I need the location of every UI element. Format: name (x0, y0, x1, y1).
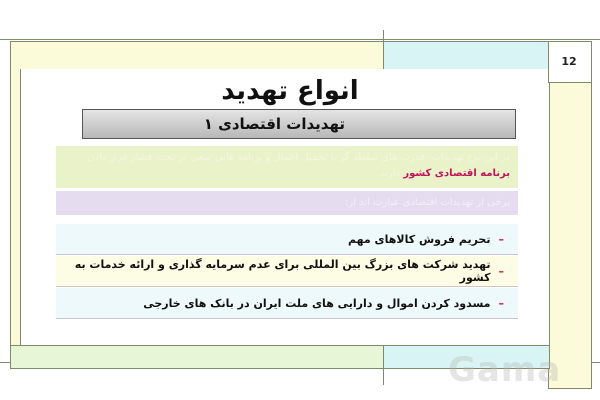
frame-top-middle (383, 41, 550, 71)
watermark-logo: Gama (448, 350, 562, 390)
list-item-text: تحریم فروش کالاهای مهم (348, 232, 491, 246)
frame-bottom-left (10, 345, 387, 369)
bullet-dash-icon: – (498, 232, 504, 246)
list-item (56, 224, 518, 255)
intro-paragraph (56, 146, 518, 188)
list-intro (56, 191, 518, 215)
list-intro-text: برخی از تهدیدات اقتصادی عبارت اند از: (345, 197, 510, 208)
frame-top-left (10, 41, 387, 71)
subtitle-text: ۱ تهدیدات اقتصادی (203, 115, 345, 133)
list-item-text: مسدود کردن اموال و دارایی های ملت ایران در بانک های خارجی (143, 296, 491, 310)
list-item (56, 288, 518, 319)
subtitle-box (82, 109, 516, 139)
slide-title: انواع تهدید (221, 76, 359, 106)
bullet-dash-icon: – (498, 264, 504, 278)
intro-text: در این نوع تهدیدات، قدرت های سلطه گر با تحمیل اعمال و برنامه هایی سعی در تحت فشار قرار دادن (87, 152, 510, 163)
intro-tail: دارند. (376, 168, 401, 179)
list-item (56, 256, 518, 287)
list-item-text: تهدید شرکت های بزرگ بین المللی برای عدم سرمایه گذاری و ارائه خدمات به کشور (74, 258, 491, 284)
bullet-dash-icon: – (498, 296, 504, 310)
frame-line-top (0, 39, 600, 40)
intro-highlight: برنامه اقتصادی کشور (403, 168, 510, 179)
page-number: 12 (561, 54, 577, 68)
frame-right (548, 80, 592, 389)
